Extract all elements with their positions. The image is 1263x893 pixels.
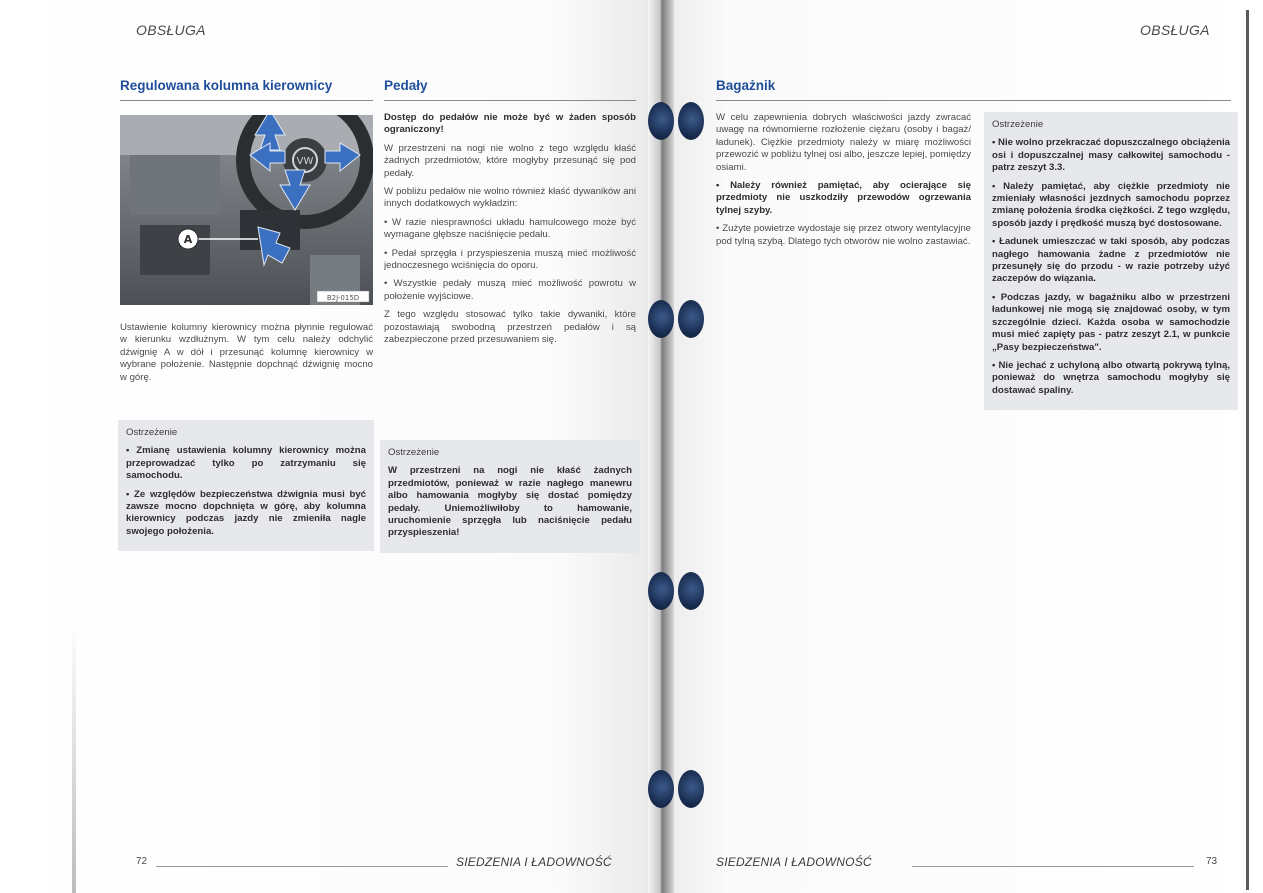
binder-hole-icon	[648, 102, 674, 140]
warning-title: Ostrzeżenie	[388, 447, 440, 458]
section-rule	[384, 100, 636, 101]
binder-hole-icon	[678, 770, 704, 808]
section-title-steering: Regulowana kolumna kierownicy	[120, 78, 333, 93]
warning-item: • Nie jechać z uchyloną albo otwartą pokrywą tylną, ponieważ do wnętrza samochodu mogłyby się dostawać spaliny.	[992, 359, 1230, 396]
warning-title: Ostrzeżenie	[126, 427, 178, 438]
body-paragraph: W celu zapewnienia dobrych właściwości jazdy zwracać uwagę na równomierne rozłożenie ciężaru (osoby i bagaż/ładunek). Ciężkie przedmioty należy w miarę możliwości przewozić w pobliżu tylnej osi albo, jeszcze lepiej, pomiędzy osiami.	[716, 112, 971, 173]
warning-item: • Ładunek umieszczać w taki sposób, aby podczas nagłego hamowania żadne z przedmiotów nie przesunęły się do przodu - w razie potrzeby użyć zaczepów do wiązania.	[992, 236, 1230, 285]
binder-hole-icon	[648, 572, 674, 610]
page-edge-shadow	[1246, 10, 1249, 890]
binder-hole-icon	[678, 300, 704, 338]
warning-item: • Ze względów bezpieczeństwa dźwignia musi być zawsze mocno dopchnięta w górę, aby kolumna kierownicy podczas jazdy nie zmieniła nagle swojego położenia.	[126, 488, 366, 537]
trunk-column	[716, 112, 971, 254]
body-paragraph: Ustawienie kolumny kierownicy można płynnie regulować w kierunku wzdłużnym. W tym celu należy odchylić dźwignię A w dół i przesunąć kolumnę kierownicy w wybrane położenie. Następnie dopchnąć dźwignię mocno w górę.	[120, 322, 373, 383]
warning-item: • Podczas jazdy, w bagażniku albo w przestrzeni ładunkowej nie mogą się znajdować osoby, w tym szczególnie dzieci. Każda osoba w samochodzie musi mieć zapięty pas - patrz zeszyt 2.1, w punkcie „Pasy bezpieczeństwa".	[992, 291, 1230, 353]
page-number-left: 72	[136, 856, 148, 867]
binder-hole-icon	[648, 770, 674, 808]
warning-box-steering	[118, 420, 374, 551]
footer-rule	[156, 866, 448, 867]
body-paragraph: Z tego względu stosować tylko takie dywaniki, które pozostawiają swobodną przestrzeń pedałów i są zabezpieczone przed przesuwaniem się.	[384, 309, 636, 346]
body-paragraph: • Zużyte powietrze wydostaje się przez otwory wentylacyjne pod tylną szybą. Dlatego tych otworów nie wolno zastawiać.	[716, 223, 971, 247]
warning-item: • Zmianę ustawienia kolumny kierownicy można przeprowadzać tylko po zatrzymaniu się samochodu.	[126, 445, 366, 482]
section-rule	[716, 100, 1231, 101]
warning-box-trunk	[984, 112, 1238, 410]
figure-label-a: A	[183, 233, 193, 246]
body-paragraph: • Pedał sprzęgła i przyspieszenia muszą mieć możliwość jednoczesnego wciśnięcia do oporu.	[384, 247, 636, 272]
warning-item: W przestrzeni na nogi nie kłaść żadnych przedmiotów, ponieważ w razie nagłego manewru albo hamowania mogłyby się dostać pomiędzy pedały. Uniemożliwiłoby to hamowanie, uruchomienie sprzęgła lub naciśnięcie pedału przyspieszenia!	[388, 465, 632, 539]
warning-title: Ostrzeżenie	[992, 119, 1044, 130]
warning-item: • Nie wolno przekraczać dopuszczalnego obciążenia osi i dopuszczalnej masy całkowitej samochodu - patrz zeszyt 3.3.	[992, 137, 1230, 174]
footer-title-left: SIEDZENIA I ŁADOWNOŚĆ	[456, 855, 612, 869]
page-number-right: 73	[1206, 856, 1218, 867]
page-edge-shadow-left	[72, 620, 76, 893]
section-title-trunk: Bagażnik	[716, 78, 776, 93]
body-paragraph: • Należy również pamiętać, aby ocierające się przedmioty nie uszkodziły przewodów ogrzewania tylnej szyby.	[716, 180, 971, 216]
running-head-right: OBSŁUGA	[1140, 22, 1210, 38]
warning-box-pedals	[380, 440, 640, 553]
footer-rule	[912, 866, 1194, 867]
running-head-left: OBSŁUGA	[136, 22, 206, 38]
pedals-column	[384, 112, 636, 353]
binder-hole-icon	[648, 300, 674, 338]
footer-title-right: SIEDZENIA I ŁADOWNOŚĆ	[716, 855, 872, 869]
body-paragraph: W przestrzeni na nogi nie wolno z tego względu kłaść żadnych przedmiotów, które mogłyby przesunąć się pod pedały.	[384, 142, 636, 179]
body-paragraph: • Wszystkie pedały muszą mieć możliwość powrotu w położenie wyjściowe.	[384, 278, 636, 302]
steering-body-column	[120, 322, 373, 390]
pedals-lead: Dostęp do pedałów nie może być w żaden sposób ograniczony!	[384, 112, 636, 136]
section-title-pedals: Pedały	[384, 78, 428, 93]
binder-hole-icon	[678, 102, 704, 140]
binder-hole-icon	[678, 572, 704, 610]
steering-column-figure	[120, 115, 373, 305]
steering-wheel-illustration	[120, 115, 373, 305]
section-rule	[120, 100, 373, 101]
body-paragraph: W pobliżu pedałów nie wolno również kłaść dywaników ani innych dodatkowych wykładzin:	[384, 186, 636, 210]
warning-item: • Należy pamiętać, aby ciężkie przedmioty nie zmieniały własności jezdnych samochodu poprzez zmianę położenia środka ciężkości. Z tego względu, sposób jazdy i prędkość muszą być dostosowane.	[992, 180, 1230, 229]
svg-text:VW: VW	[296, 156, 314, 167]
figure-code: B2J-015D	[326, 294, 360, 302]
body-paragraph: • W razie niesprawności układu hamulcowego może być wymagane głębsze naciśnięcie pedału.	[384, 216, 636, 241]
